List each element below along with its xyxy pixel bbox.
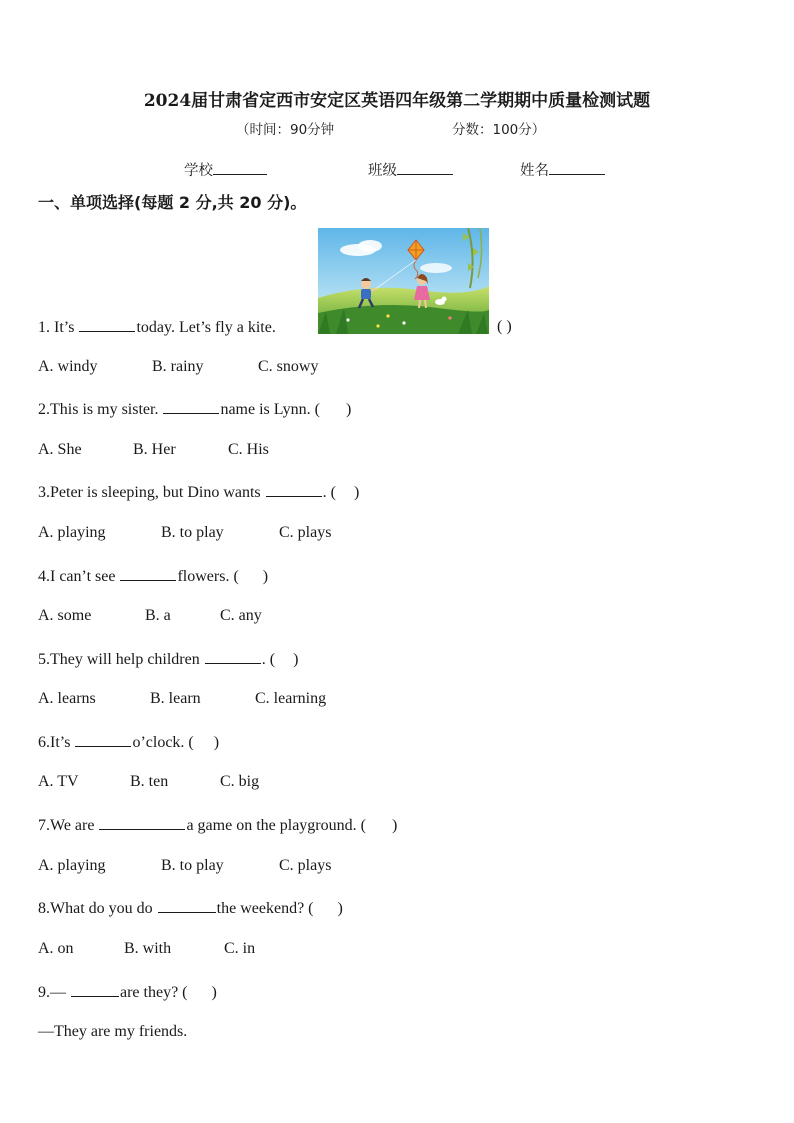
class-field: [368, 159, 453, 180]
school-field: [184, 159, 267, 180]
answer-paren[interactable]: ): [262, 568, 269, 585]
answer-paren[interactable]: ): [337, 900, 343, 917]
option-a[interactable]: A. some: [38, 607, 92, 624]
name-label: 姓名: [520, 163, 549, 179]
option-b[interactable]: B. rainy: [152, 358, 204, 375]
question-9: [38, 983, 217, 1002]
question-text-post: the weekend? (: [216, 900, 314, 917]
class-blank[interactable]: [397, 160, 453, 175]
question-text-pre: .What do you do: [46, 900, 153, 917]
question-text-post: a game on the playground. (: [186, 817, 366, 834]
question-text-post: name is Lynn. (: [220, 401, 320, 418]
section-heading: 一、单项选择(每题 2 分,共 20 分)。: [38, 193, 307, 212]
option-a[interactable]: A. TV: [38, 773, 79, 790]
option-b[interactable]: B. to play: [161, 524, 224, 541]
question-text-pre: .I can’t see: [46, 568, 116, 585]
option-c[interactable]: C. snowy: [258, 358, 319, 375]
question-2: [38, 400, 351, 419]
question-number: 1: [38, 319, 46, 336]
answer-paren[interactable]: ): [346, 401, 352, 418]
question-text-pre: .—: [46, 984, 66, 1001]
question-7: [38, 816, 397, 835]
option-c[interactable]: C. plays: [279, 857, 332, 874]
class-label: 班级: [368, 163, 397, 179]
option-a[interactable]: A. windy: [38, 358, 98, 375]
question-5: [38, 650, 298, 669]
option-c[interactable]: C. big: [220, 773, 260, 790]
question-text-pre: .This is my sister.: [46, 401, 159, 418]
option-a[interactable]: A. She: [38, 441, 82, 458]
question-text-pre: .They will help children: [46, 651, 200, 668]
question-text-post: today. Let’s fly a kite.: [136, 319, 276, 336]
exam-score: 分数：100分）: [452, 122, 546, 138]
option-c[interactable]: C. plays: [279, 524, 332, 541]
option-a[interactable]: A. playing: [38, 524, 106, 541]
answer-blank[interactable]: [71, 983, 119, 997]
option-c[interactable]: C. learning: [255, 690, 327, 707]
question-4: [38, 567, 268, 586]
question-9-response: —They are my friends.: [38, 1023, 188, 1040]
answer-paren[interactable]: ): [353, 484, 360, 501]
option-b[interactable]: B. with: [124, 940, 172, 957]
name-field: [520, 159, 605, 180]
answer-blank[interactable]: [163, 400, 219, 414]
answer-blank[interactable]: [158, 899, 216, 913]
option-c[interactable]: C. any: [220, 607, 262, 624]
question-number: 8: [38, 900, 46, 917]
question-text-post: o’clock. (: [132, 734, 194, 751]
answer-blank[interactable]: [99, 816, 185, 830]
option-c[interactable]: C. His: [228, 441, 269, 458]
question-text-post: are they? (: [120, 984, 188, 1001]
page-title: 2024届甘肃省定西市安定区英语四年级第二学期期中质量检测试题: [143, 91, 651, 111]
question-6: [38, 733, 219, 752]
exam-time: （时间：90分钟: [236, 122, 335, 138]
option-b[interactable]: B. learn: [150, 690, 201, 707]
question-number: 2: [38, 401, 46, 418]
question-number: 6: [38, 734, 46, 751]
answer-blank[interactable]: [75, 733, 131, 747]
option-b[interactable]: B. Her: [133, 441, 176, 458]
question-text-post: . (: [261, 651, 276, 668]
option-b[interactable]: B. to play: [161, 857, 224, 874]
question-text-pre: . It’s: [46, 319, 75, 336]
option-c[interactable]: C. in: [224, 940, 256, 957]
question-text-post: . (: [322, 484, 336, 501]
question-number: 4: [38, 568, 46, 585]
answer-blank[interactable]: [266, 483, 322, 497]
answer-blank[interactable]: [120, 567, 176, 581]
question-number: 3: [38, 484, 46, 501]
option-b[interactable]: B. a: [145, 607, 171, 624]
question-8: [38, 899, 343, 918]
question-text-pre: .It’s: [46, 734, 71, 751]
option-b[interactable]: B. ten: [130, 773, 169, 790]
answer-paren[interactable]: ): [391, 817, 398, 834]
answer-paren[interactable]: ( ): [497, 318, 512, 335]
question-1: [38, 318, 276, 337]
question-text-pre: .We are: [46, 817, 95, 834]
question-3: [38, 483, 359, 502]
school-label: 学校: [184, 163, 213, 179]
option-a[interactable]: A. learns: [38, 690, 96, 707]
kite-illustration: [318, 228, 489, 334]
question-text-post: flowers. (: [177, 568, 239, 585]
answer-paren[interactable]: ): [213, 734, 220, 751]
answer-blank[interactable]: [205, 650, 261, 664]
school-blank[interactable]: [213, 160, 267, 175]
question-number: 7: [38, 817, 46, 834]
option-a[interactable]: A. playing: [38, 857, 106, 874]
name-blank[interactable]: [549, 160, 605, 175]
option-a[interactable]: A. on: [38, 940, 74, 957]
question-number: 9: [38, 984, 46, 1001]
answer-paren[interactable]: ): [211, 984, 217, 1001]
answer-paren[interactable]: ): [293, 651, 299, 668]
question-number: 5: [38, 651, 46, 668]
answer-blank[interactable]: [79, 318, 135, 332]
question-text-pre: .Peter is sleeping, but Dino wants: [46, 484, 261, 501]
